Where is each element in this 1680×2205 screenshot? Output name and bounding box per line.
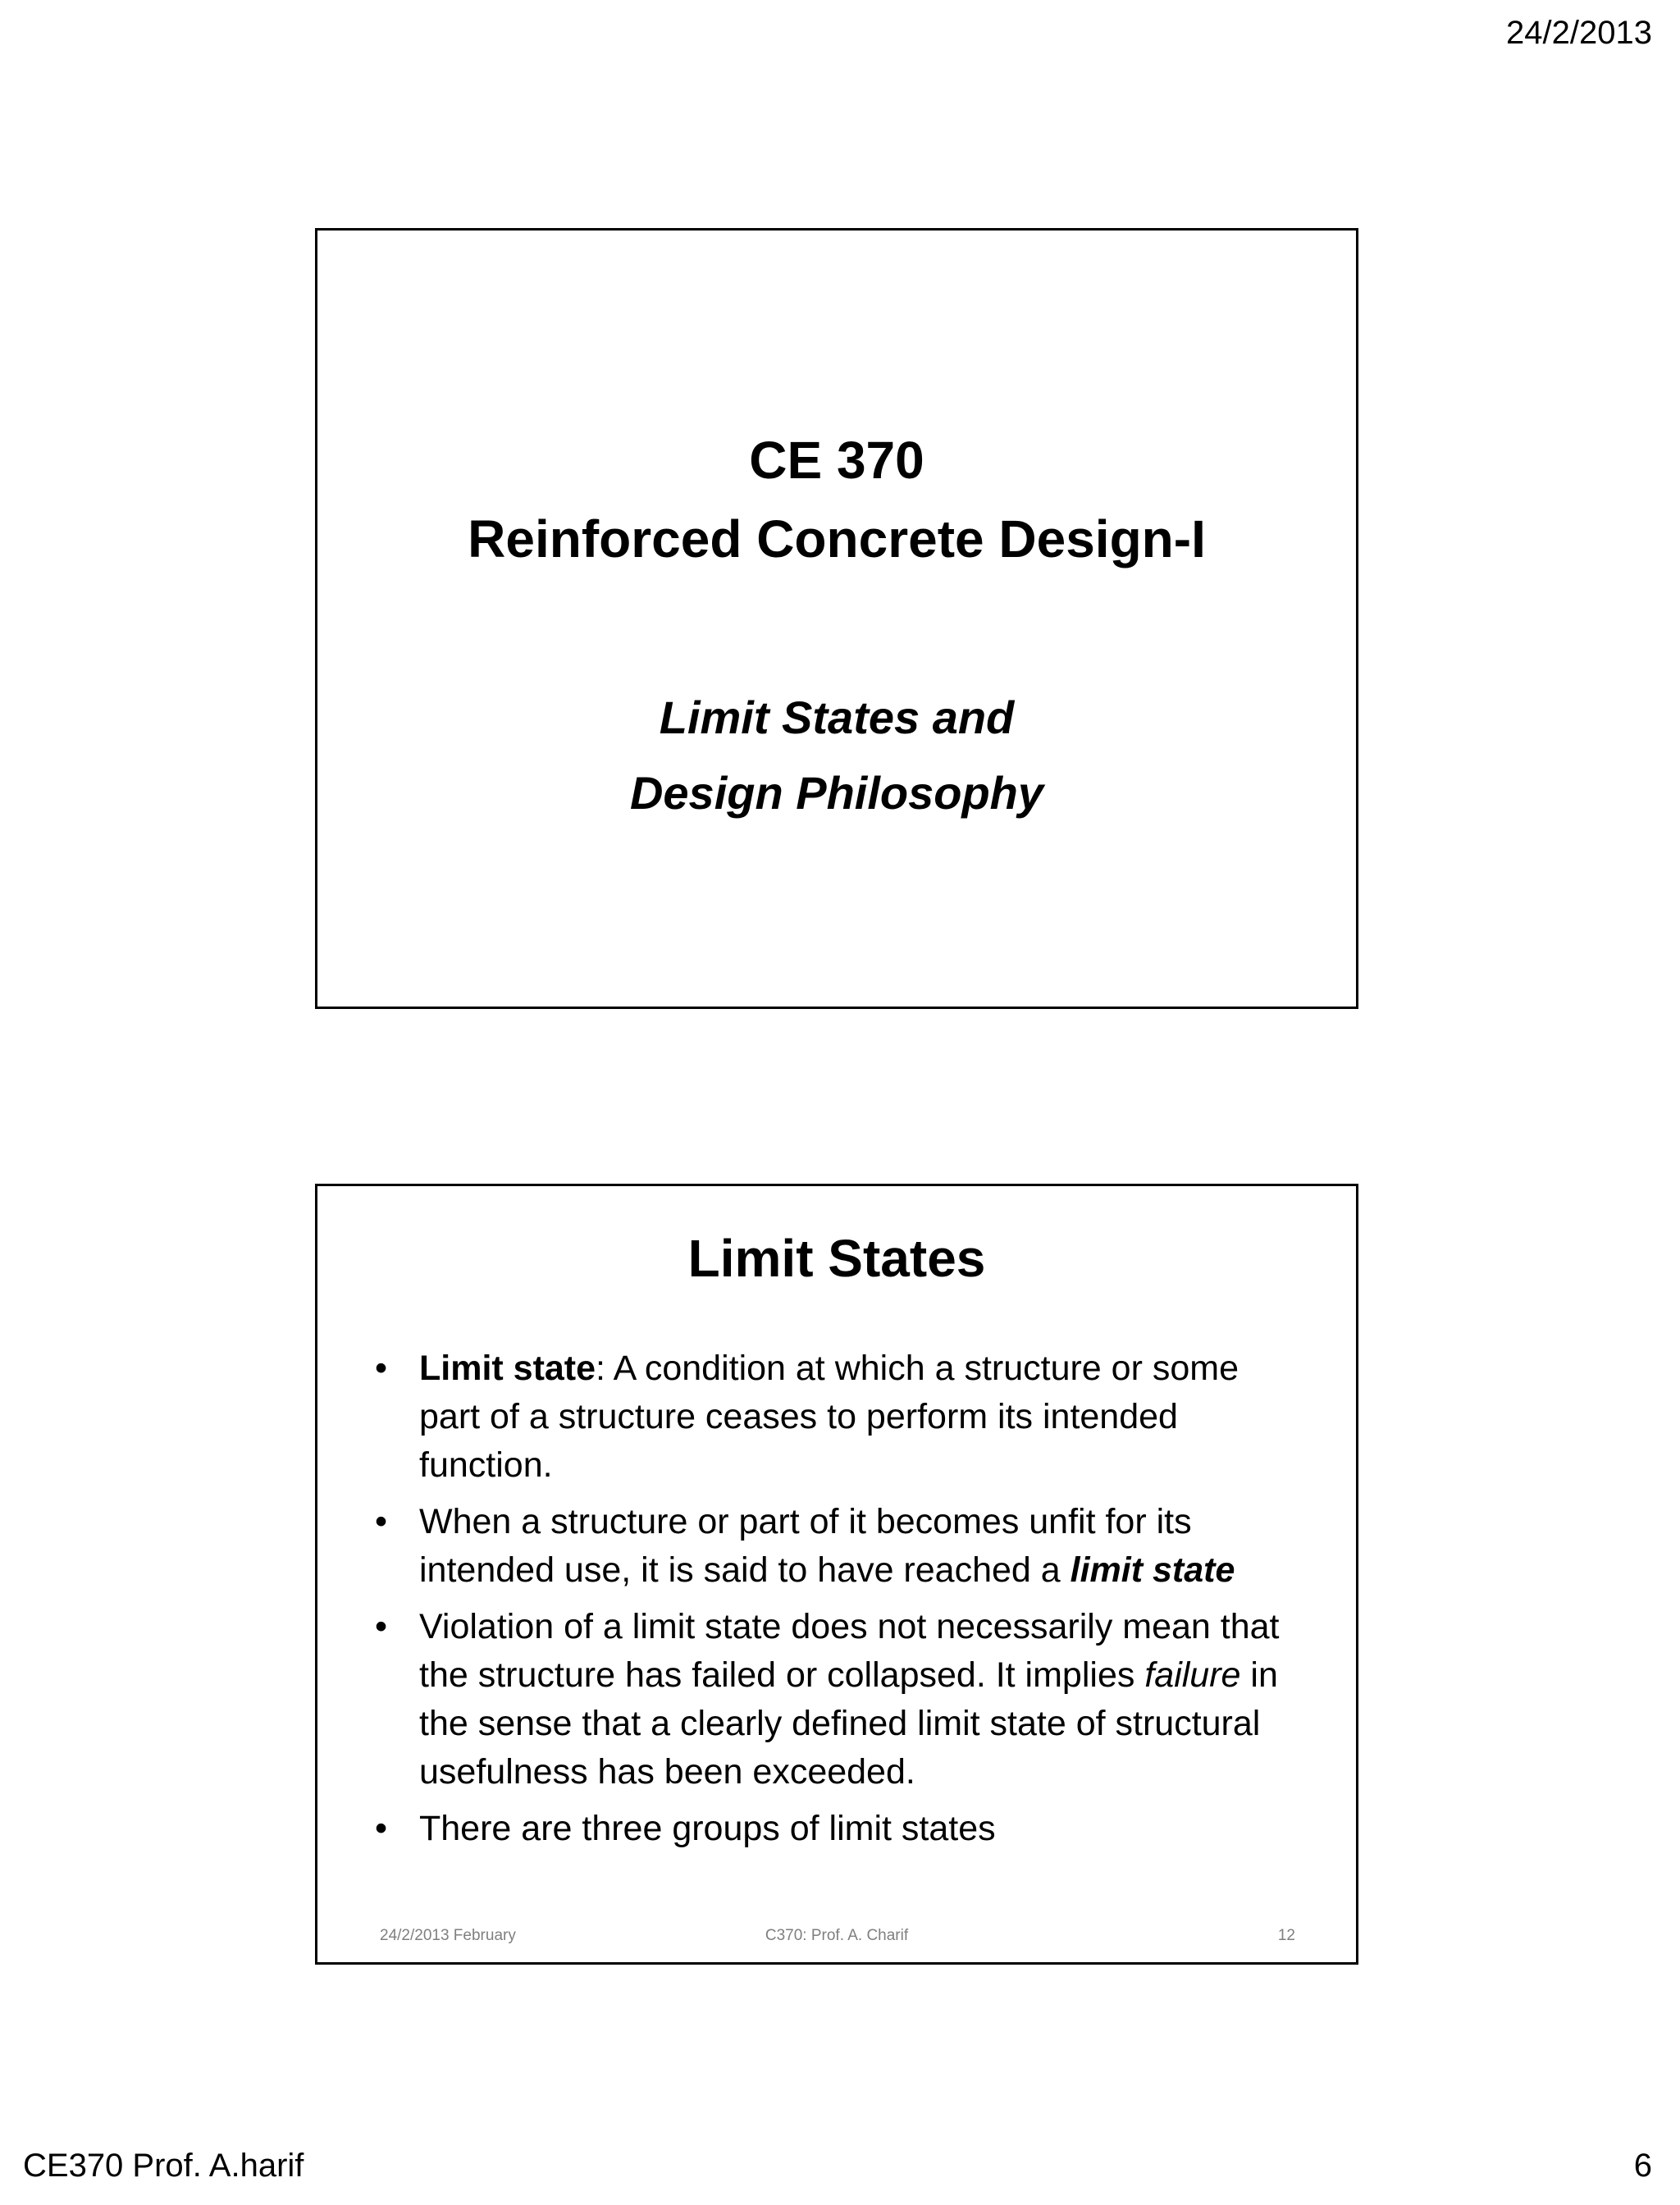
bullet-marker: • <box>375 1607 388 1646</box>
slide-title-heading <box>317 421 1356 578</box>
page-date: 24/2/2013 <box>1506 15 1652 51</box>
subtitle-line-1: Limit States and <box>659 692 1015 743</box>
page-number: 6 <box>1633 2148 1652 2184</box>
bullet-term: Limit state <box>419 1349 596 1388</box>
course-code: CE 370 <box>749 431 924 490</box>
slide-footer-number: 12 <box>1277 1927 1295 1944</box>
slide-footer-course: C370: Prof. A. Charif <box>765 1927 909 1944</box>
slide-heading: Limit States <box>687 1229 986 1288</box>
footer-author: CE370 Prof. A.harif <box>23 2148 304 2184</box>
bullet-item <box>375 1498 1307 1595</box>
slide-subtitle <box>317 680 1356 831</box>
course-name: Reinforced Concrete Design-I <box>468 509 1206 568</box>
bullet-marker: • <box>375 1502 388 1541</box>
bullet-item <box>375 1603 1307 1796</box>
bullet-text: in the sense that a clearly defined limit state of structural usefulness has been exceeded. <box>419 1655 1278 1792</box>
slide-limit-states <box>315 1184 1358 1965</box>
subtitle-line-2: Design Philosophy <box>629 767 1044 819</box>
bullet-item <box>375 1344 1307 1490</box>
bullet-emphasis: failure <box>1144 1655 1241 1695</box>
bullet-text: When a structure or part of it becomes unfit for its intended use, it is said to have reached a <box>419 1502 1192 1590</box>
bullet-marker: • <box>375 1809 388 1848</box>
slide-title <box>315 228 1358 1009</box>
bullet-list <box>375 1344 1307 1861</box>
bullet-text: Violation of a limit state does not necessarily mean that the structure has failed or collapsed. It implies <box>419 1607 1280 1695</box>
slide-footer-date: 24/2/2013 February <box>380 1927 516 1944</box>
bullet-item <box>375 1805 1307 1853</box>
bullet-text: : A condition at which a structure or some part of a structure ceases to perform its intended function. <box>419 1349 1239 1485</box>
bullet-emphasis: limit state <box>1070 1550 1235 1590</box>
bullet-marker: • <box>375 1349 388 1388</box>
bullet-text: There are three groups of limit states <box>419 1809 996 1848</box>
